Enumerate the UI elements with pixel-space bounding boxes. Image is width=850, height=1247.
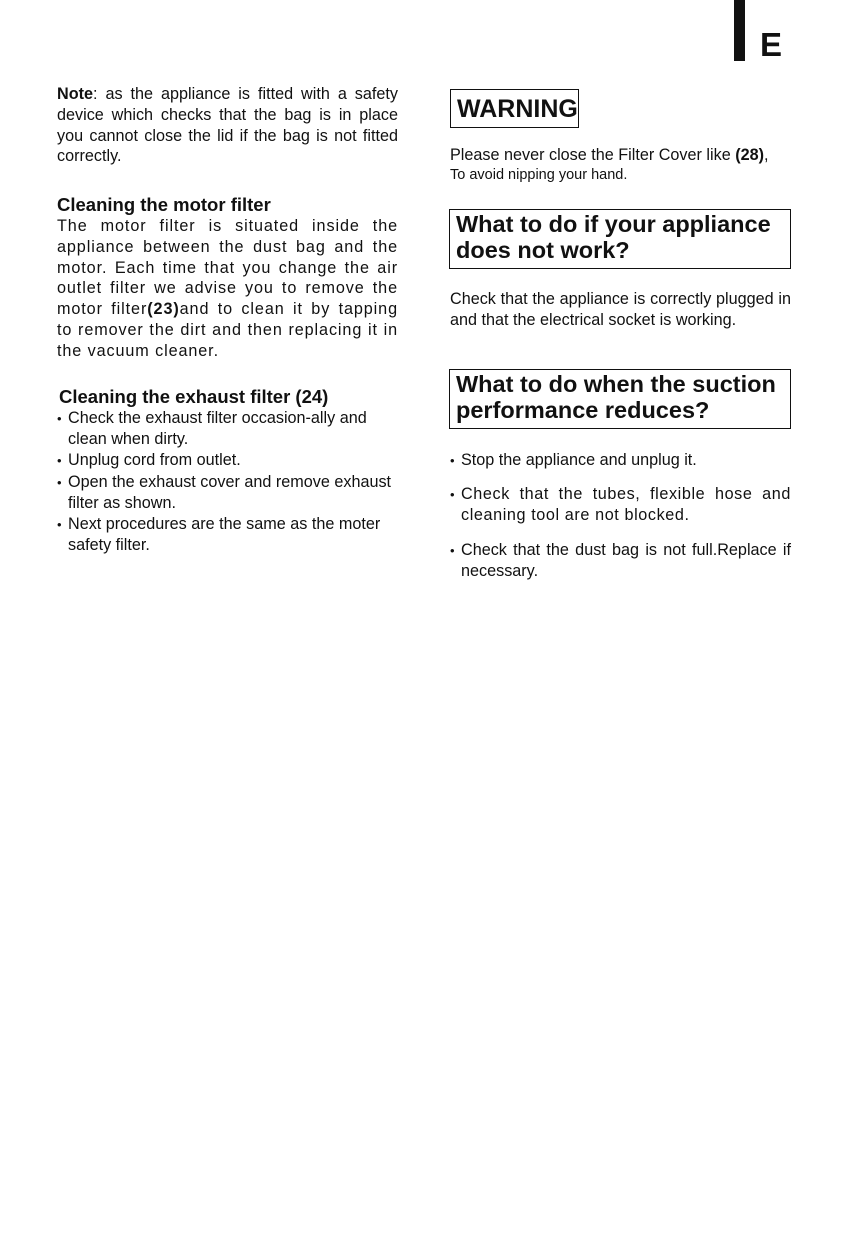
list-item: • Check that the tubes, flexible hose and cleaning tool are not blocked. [450,484,791,526]
suction-list [450,450,791,582]
warning-box [450,89,579,128]
not-work-heading-line-2: does not work? [456,236,630,263]
list-item: • Check that the dust bag is not full.Replace if necessary. [450,540,791,582]
warning-line-2: To avoid nipping your hand. [450,166,628,183]
warning-text-section [450,145,791,184]
exhaust-filter-section [57,386,398,556]
exhaust-filter-list [57,408,398,556]
note-section [57,84,398,167]
note-label: Note [57,85,93,103]
motor-filter-text-1: The motor filter is situated inside the appliance between the dust bag and the motor. Each time that you change the air outlet filter we advise you to remove the motor filter [57,217,398,319]
language-tab-letter: E [760,26,783,63]
note-paragraph [57,84,398,167]
list-item: • Unplug cord from outlet. [57,450,398,471]
warning-line-1 [450,145,791,166]
suction-heading-line-1: What to do when the suction [456,371,776,397]
not-work-paragraph: Check that the appliance is correctly plugged in and that the electrical socket is working. [450,290,791,329]
motor-filter-text-2: and to clean it by tapping to remover the dirt and then replacing it in the vacuum cleaner. [57,300,398,360]
motor-filter-heading: Cleaning the motor filter [57,194,271,215]
list-item: • Open the exhaust cover and remove exhaust filter as shown. [57,472,398,514]
motor-filter-ref: (23) [147,300,180,319]
exhaust-filter-heading: Cleaning the exhaust filter (24) [59,386,329,407]
motor-filter-section [57,194,398,362]
list-item: • Stop the appliance and unplug it. [450,450,791,471]
suction-heading-box [449,369,791,429]
warning-text-2: , [764,146,769,164]
warning-title: WARNING [457,95,578,123]
warning-ref: (28) [735,146,764,164]
list-item: • Check the exhaust filter occasion-ally and clean when dirty. [57,408,398,450]
motor-filter-paragraph [57,216,398,362]
list-item: • Next procedures are the same as the moter safety filter. [57,514,398,556]
not-work-heading-line-1: What to do if your appliance [456,211,771,237]
language-tab-bar [734,0,745,61]
not-work-heading-box [449,209,791,269]
suction-section [450,450,791,595]
warning-text-1: Please never close the Filter Cover like [450,146,736,164]
suction-heading-line-2: performance reduces? [456,396,710,423]
note-text: : as the appliance is fitted with a safety device which checks that the bag is in place you cannot close the lid if the bag is not fitted correctly. [57,85,398,166]
not-work-section [450,289,791,331]
